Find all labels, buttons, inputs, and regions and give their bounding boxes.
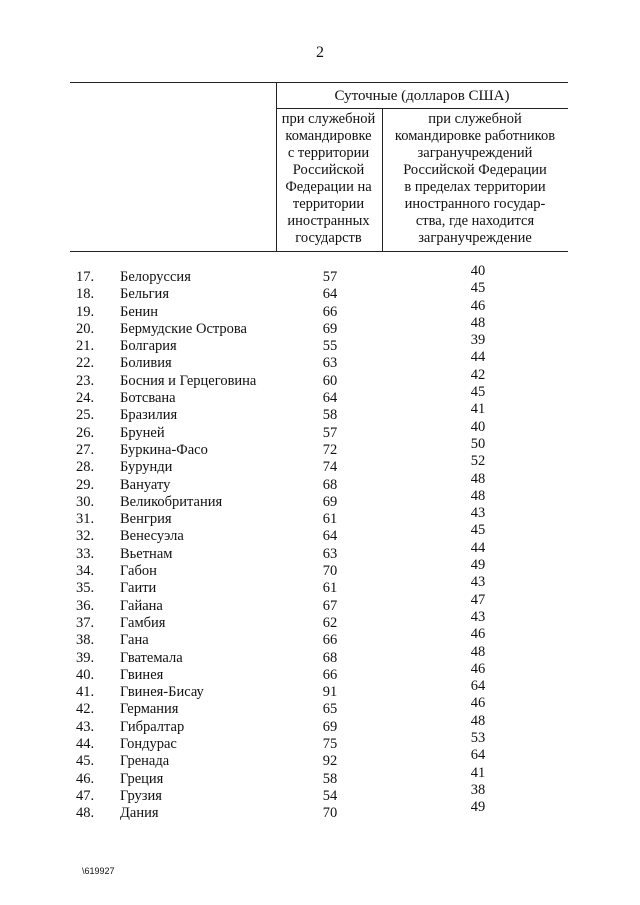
row-number: 25.	[76, 407, 95, 424]
header-line: при служебной	[428, 111, 522, 127]
header-line: командировке работников	[394, 128, 556, 144]
allowance-value-col2: 64	[470, 747, 486, 764]
allowance-value-col1: 57	[322, 424, 338, 441]
country-name: Гвинея-Бисау	[120, 684, 204, 701]
table-top-rule	[70, 82, 568, 83]
country-name: Бермудские Острова	[120, 320, 247, 337]
allowance-value-col1: 69	[322, 493, 338, 510]
allowance-value-col1: 63	[322, 545, 338, 562]
header-line: иностранных	[287, 213, 370, 229]
allowance-value-col1: 54	[322, 787, 338, 804]
row-number: 45.	[76, 753, 95, 770]
header-line: Российской Федерации	[403, 162, 547, 178]
country-name: Боливия	[120, 355, 172, 372]
row-number: 40.	[76, 666, 95, 683]
allowance-value-col2: 39	[470, 332, 486, 349]
row-number: 26.	[76, 424, 95, 441]
table-row	[0, 626, 640, 649]
country-name: Ботсвана	[120, 390, 176, 407]
allowance-value-col2: 43	[470, 608, 486, 625]
country-name: Болгария	[120, 338, 177, 355]
country-name: Вануату	[120, 476, 171, 493]
row-number: 17.	[76, 269, 95, 285]
row-number: 21.	[76, 338, 95, 355]
allowance-value-col1: 60	[322, 372, 338, 389]
allowance-value-col1: 92	[322, 753, 338, 770]
country-name: Дания	[120, 805, 159, 822]
allowance-value-col2: 48	[470, 643, 486, 660]
allowance-value-col2: 52	[470, 453, 486, 470]
header-bottom-rule	[70, 251, 568, 252]
allowance-value-col1: 75	[322, 736, 338, 753]
row-number: 37.	[76, 614, 95, 631]
row-number: 28.	[76, 459, 95, 476]
country-name: Великобритания	[120, 493, 223, 510]
table-row	[0, 678, 640, 701]
table-row	[0, 297, 640, 321]
table-row	[0, 522, 640, 545]
row-number: 48.	[76, 805, 95, 822]
header-line: в пределах территории	[404, 179, 546, 195]
row-number: 41.	[76, 684, 95, 701]
country-name: Гибралтар	[120, 718, 185, 735]
table-row	[0, 660, 640, 684]
row-number: 44.	[76, 736, 95, 753]
allowance-value-col2: 44	[470, 349, 486, 366]
table-row	[0, 384, 640, 407]
row-number: 29.	[76, 476, 95, 493]
table-row	[0, 591, 640, 615]
row-number: 42.	[76, 701, 95, 718]
allowance-value-col1: 61	[322, 580, 338, 597]
header-line: государств	[295, 230, 362, 246]
country-name: Грузия	[120, 787, 162, 804]
row-number: 39.	[76, 649, 95, 666]
allowance-value-col2: 48	[470, 712, 486, 729]
table-row	[0, 539, 640, 563]
allowance-value-col1: 70	[322, 805, 338, 822]
header-line: загранучреждений	[417, 145, 533, 161]
allowance-value-col1: 69	[322, 320, 338, 337]
table-row	[0, 418, 640, 442]
allowance-value-col2: 50	[470, 435, 486, 452]
country-name: Германия	[120, 701, 179, 718]
allowance-value-col1: 66	[322, 632, 338, 649]
row-number: 43.	[76, 718, 95, 735]
country-name: Гондурас	[120, 736, 177, 753]
header-line: с территории	[287, 145, 370, 161]
allowance-value-col2: 44	[470, 539, 486, 556]
header-line: командировке	[285, 128, 372, 144]
allowance-value-col1: 91	[322, 684, 338, 701]
row-number: 24.	[76, 390, 95, 407]
country-name: Бурунди	[120, 459, 173, 476]
allowance-value-col1: 62	[322, 614, 338, 631]
allowance-value-col2: 43	[470, 505, 486, 522]
country-name: Греция	[120, 770, 164, 787]
country-name: Буркина-Фасо	[120, 441, 208, 458]
header-column-2	[382, 111, 568, 247]
table-row	[0, 574, 640, 597]
allowance-value-col2: 64	[470, 678, 486, 695]
country-name: Гаити	[120, 580, 157, 597]
allowance-value-col1: 64	[322, 528, 338, 545]
table-row	[0, 695, 640, 718]
allowance-table-body	[0, 263, 640, 823]
row-number: 20.	[76, 320, 95, 337]
country-name: Гамбия	[120, 614, 166, 631]
allowance-value-col1: 61	[322, 511, 338, 528]
country-name: Вьетнам	[120, 545, 173, 562]
country-name: Венгрия	[120, 511, 172, 528]
row-number: 46.	[76, 770, 95, 787]
allowance-value-col2: 53	[470, 730, 486, 747]
allowance-value-col1: 69	[322, 718, 338, 735]
country-name: Гайана	[120, 597, 163, 614]
table-row	[0, 435, 640, 459]
allowance-value-col2: 48	[470, 314, 486, 331]
table-row	[0, 643, 640, 667]
allowance-value-col2: 43	[470, 574, 486, 591]
header-column-1	[276, 111, 381, 247]
allowance-value-col2: 38	[470, 781, 486, 798]
header-line: Федерации на	[285, 179, 372, 195]
row-number: 32.	[76, 528, 95, 545]
table-row	[0, 470, 640, 494]
allowance-value-col1: 64	[322, 390, 338, 407]
table-row	[0, 505, 640, 528]
table-row	[0, 712, 640, 736]
header-line: территории	[292, 196, 365, 212]
row-number: 33.	[76, 545, 95, 562]
allowance-value-col2: 48	[470, 470, 486, 487]
allowance-value-col1: 68	[322, 649, 338, 666]
allowance-value-col1: 55	[322, 338, 338, 355]
allowance-value-col2: 45	[470, 384, 486, 401]
allowance-value-col1: 57	[322, 269, 338, 285]
row-number: 38.	[76, 632, 95, 649]
allowance-value-col1: 58	[322, 407, 338, 424]
table-row	[0, 332, 640, 355]
page-number: 2	[316, 44, 324, 61]
row-number: 47.	[76, 787, 95, 804]
header-line: ства, где находится	[415, 213, 535, 229]
table-row	[0, 799, 640, 822]
row-number: 18.	[76, 286, 95, 303]
allowance-value-col2: 48	[470, 487, 486, 504]
allowance-value-col2: 45	[470, 522, 486, 539]
table-row	[0, 401, 640, 424]
country-name: Гватемала	[120, 649, 183, 666]
table-row	[0, 487, 640, 511]
row-number: 27.	[76, 441, 95, 458]
table-row	[0, 314, 640, 338]
allowance-value-col1: 72	[322, 441, 338, 458]
allowance-value-col2: 49	[470, 557, 486, 574]
country-name: Гана	[120, 632, 149, 649]
country-name: Бенин	[120, 303, 159, 320]
allowance-value-col2: 41	[470, 401, 486, 418]
allowance-value-col1: 66	[322, 666, 338, 683]
allowance-value-col1: 70	[322, 563, 338, 580]
allowance-value-col2: 46	[470, 660, 486, 677]
country-name: Бельгия	[120, 286, 169, 303]
document-code: \619927	[82, 866, 115, 876]
table-row	[0, 557, 640, 580]
country-name: Гвинея	[120, 666, 164, 683]
allowance-value-col1: 74	[322, 459, 338, 476]
allowance-value-col2: 41	[470, 764, 486, 781]
allowance-value-col2: 46	[470, 695, 486, 712]
allowance-value-col1: 65	[322, 701, 338, 718]
row-number: 22.	[76, 355, 95, 372]
table-row	[0, 747, 640, 770]
row-number: 36.	[76, 597, 95, 614]
allowance-value-col1: 64	[322, 286, 338, 303]
header-line: при служебной	[281, 111, 376, 127]
country-name: Белоруссия	[120, 269, 191, 285]
table-row	[0, 453, 640, 476]
row-number: 31.	[76, 511, 95, 528]
table-row	[0, 608, 640, 632]
country-name: Босния и Герцеговина	[120, 372, 257, 389]
table-row	[0, 263, 640, 286]
allowance-value-col2: 46	[470, 297, 486, 314]
allowance-value-col1: 63	[322, 355, 338, 372]
table-row	[0, 366, 640, 390]
country-name: Габон	[120, 563, 157, 580]
country-name: Бразилия	[120, 407, 178, 424]
row-number: 19.	[76, 303, 95, 320]
header-group-rule	[276, 108, 568, 109]
country-name: Гренада	[120, 753, 170, 770]
allowance-value-col1: 68	[322, 476, 338, 493]
allowance-value-col2: 46	[470, 626, 486, 643]
allowance-value-col2: 45	[470, 280, 486, 297]
allowance-value-col2: 47	[470, 591, 486, 608]
row-number: 23.	[76, 372, 95, 389]
allowance-value-col1: 66	[322, 303, 338, 320]
header-line: иностранного государ-	[404, 196, 546, 212]
allowance-value-col1: 67	[322, 597, 338, 614]
row-number: 35.	[76, 580, 95, 597]
allowance-value-col2: 40	[470, 263, 486, 279]
header-line: Российской	[292, 162, 365, 178]
allowance-value-col2: 40	[470, 418, 486, 435]
row-number: 30.	[76, 493, 95, 510]
table-row	[0, 730, 640, 753]
table-row	[0, 349, 640, 372]
table-row	[0, 764, 640, 788]
row-number: 34.	[76, 563, 95, 580]
allowance-value-col2: 42	[470, 366, 486, 383]
country-name: Бруней	[120, 424, 165, 441]
header-group-title: Суточные (долларов США)	[334, 88, 510, 104]
header-line: загранучреждение	[418, 230, 532, 246]
allowance-value-col1: 58	[322, 770, 338, 787]
country-name: Венесуэла	[120, 528, 184, 545]
table-row	[0, 280, 640, 303]
table-row	[0, 781, 640, 805]
allowance-value-col2: 49	[470, 799, 486, 816]
